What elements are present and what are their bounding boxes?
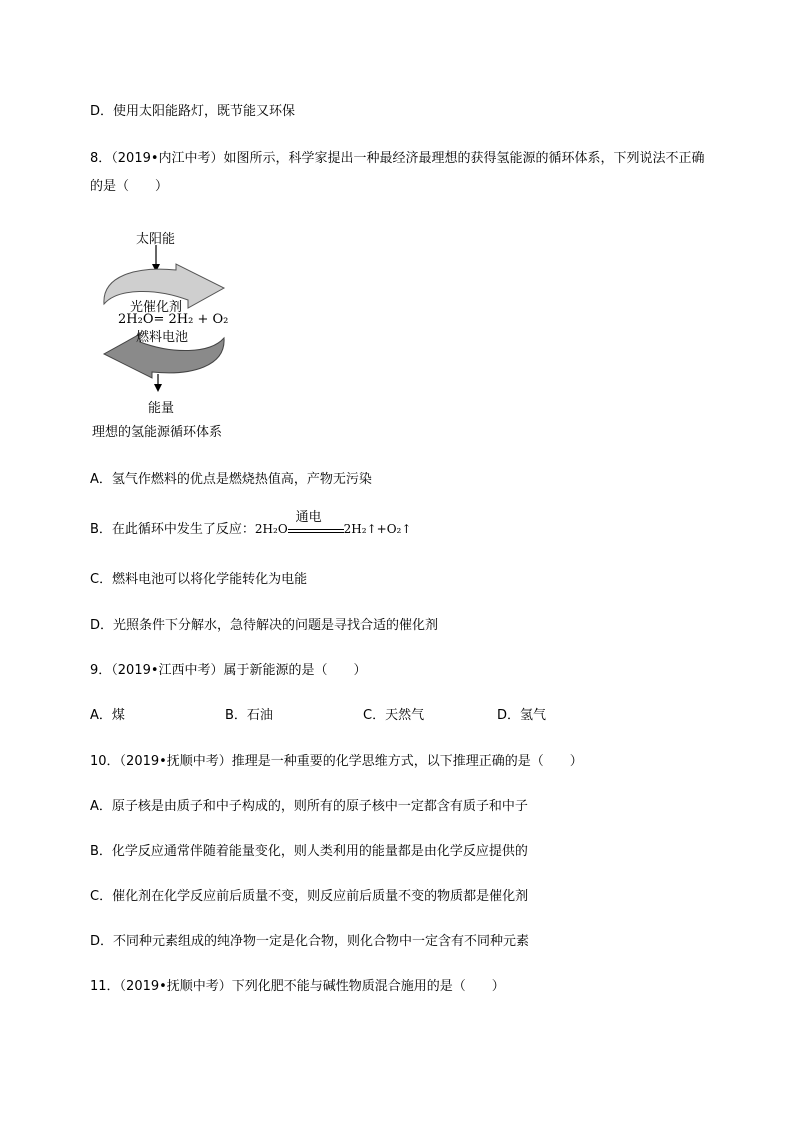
- q8-option-d: D．光照条件下分解水，急待解决的问题是寻找合适的催化剂: [90, 618, 439, 633]
- q11-stem: 11．（2019•抚顺中考）下列化肥不能与碱性物质混合施用的是（ ）: [90, 979, 505, 994]
- q9-stem: 9．（2019•江西中考）属于新能源的是（ ）: [90, 663, 367, 678]
- q8-option-a: A．氢气作燃料的优点是燃烧热值高，产物无污染: [90, 472, 372, 487]
- q9-option-b: B．石油: [225, 708, 273, 723]
- diagram-fuel-cell-label: 燃料电池: [136, 330, 189, 345]
- q9-option-c: C．天然气: [363, 708, 425, 723]
- q8-option-b-prefix: B．在此循环中发生了反应：: [90, 522, 255, 537]
- q10-option-b: B．化学反应通常伴随着能量变化，则人类利用的能量都是由化学反应提供的: [90, 844, 528, 859]
- q10-stem: 10．（2019•抚顺中考）推理是一种重要的化学思维方式，以下推理正确的是（ ）: [90, 754, 583, 769]
- q8-option-b-left: 2H₂O: [254, 522, 288, 536]
- q8-option-b: [90, 509, 412, 538]
- q8-option-b-right: 2H₂↑+O₂↑: [343, 522, 412, 536]
- diagram-caption: 理想的氢能源循环体系: [92, 425, 223, 440]
- diagram-equation: 2H₂O= 2H₂ + O₂: [118, 312, 229, 327]
- q8-stem-line2: 的是（ ）: [90, 179, 169, 194]
- q8-option-c: C．燃料电池可以将化学能转化为电能: [90, 572, 308, 587]
- q10-option-a: A．原子核是由质子和中子构成的，则所有的原子核中一定都含有质子和中子: [90, 799, 528, 814]
- q8-option-b-condition-arrow: [288, 509, 344, 538]
- hydrogen-cycle-diagram: [96, 226, 236, 416]
- diagram-solar-label: 太阳能: [136, 232, 176, 247]
- diagram-catalyst-label: 光催化剂: [130, 300, 183, 315]
- diagram-energy-label: 能量: [148, 401, 175, 416]
- q7-option-d: D．使用太阳能路灯，既节能又环保: [90, 104, 296, 119]
- q9-option-d: D．氢气: [497, 708, 547, 723]
- q9-option-a: A．煤: [90, 708, 125, 723]
- q10-option-d: D．不同种元素组成的纯净物一定是化合物，则化合物中一定含有不同种元素: [90, 934, 530, 949]
- q10-option-c: C．催化剂在化学反应前后质量不变，则反应前后质量不变的物质都是催化剂: [90, 889, 529, 904]
- q8-option-b-condition: 通电: [295, 509, 322, 525]
- q8-stem-line1: 8．（2019•内江中考）如图所示，科学家提出一种最经济最理想的获得氢能源的循环体系，下列说法不正确: [90, 151, 705, 166]
